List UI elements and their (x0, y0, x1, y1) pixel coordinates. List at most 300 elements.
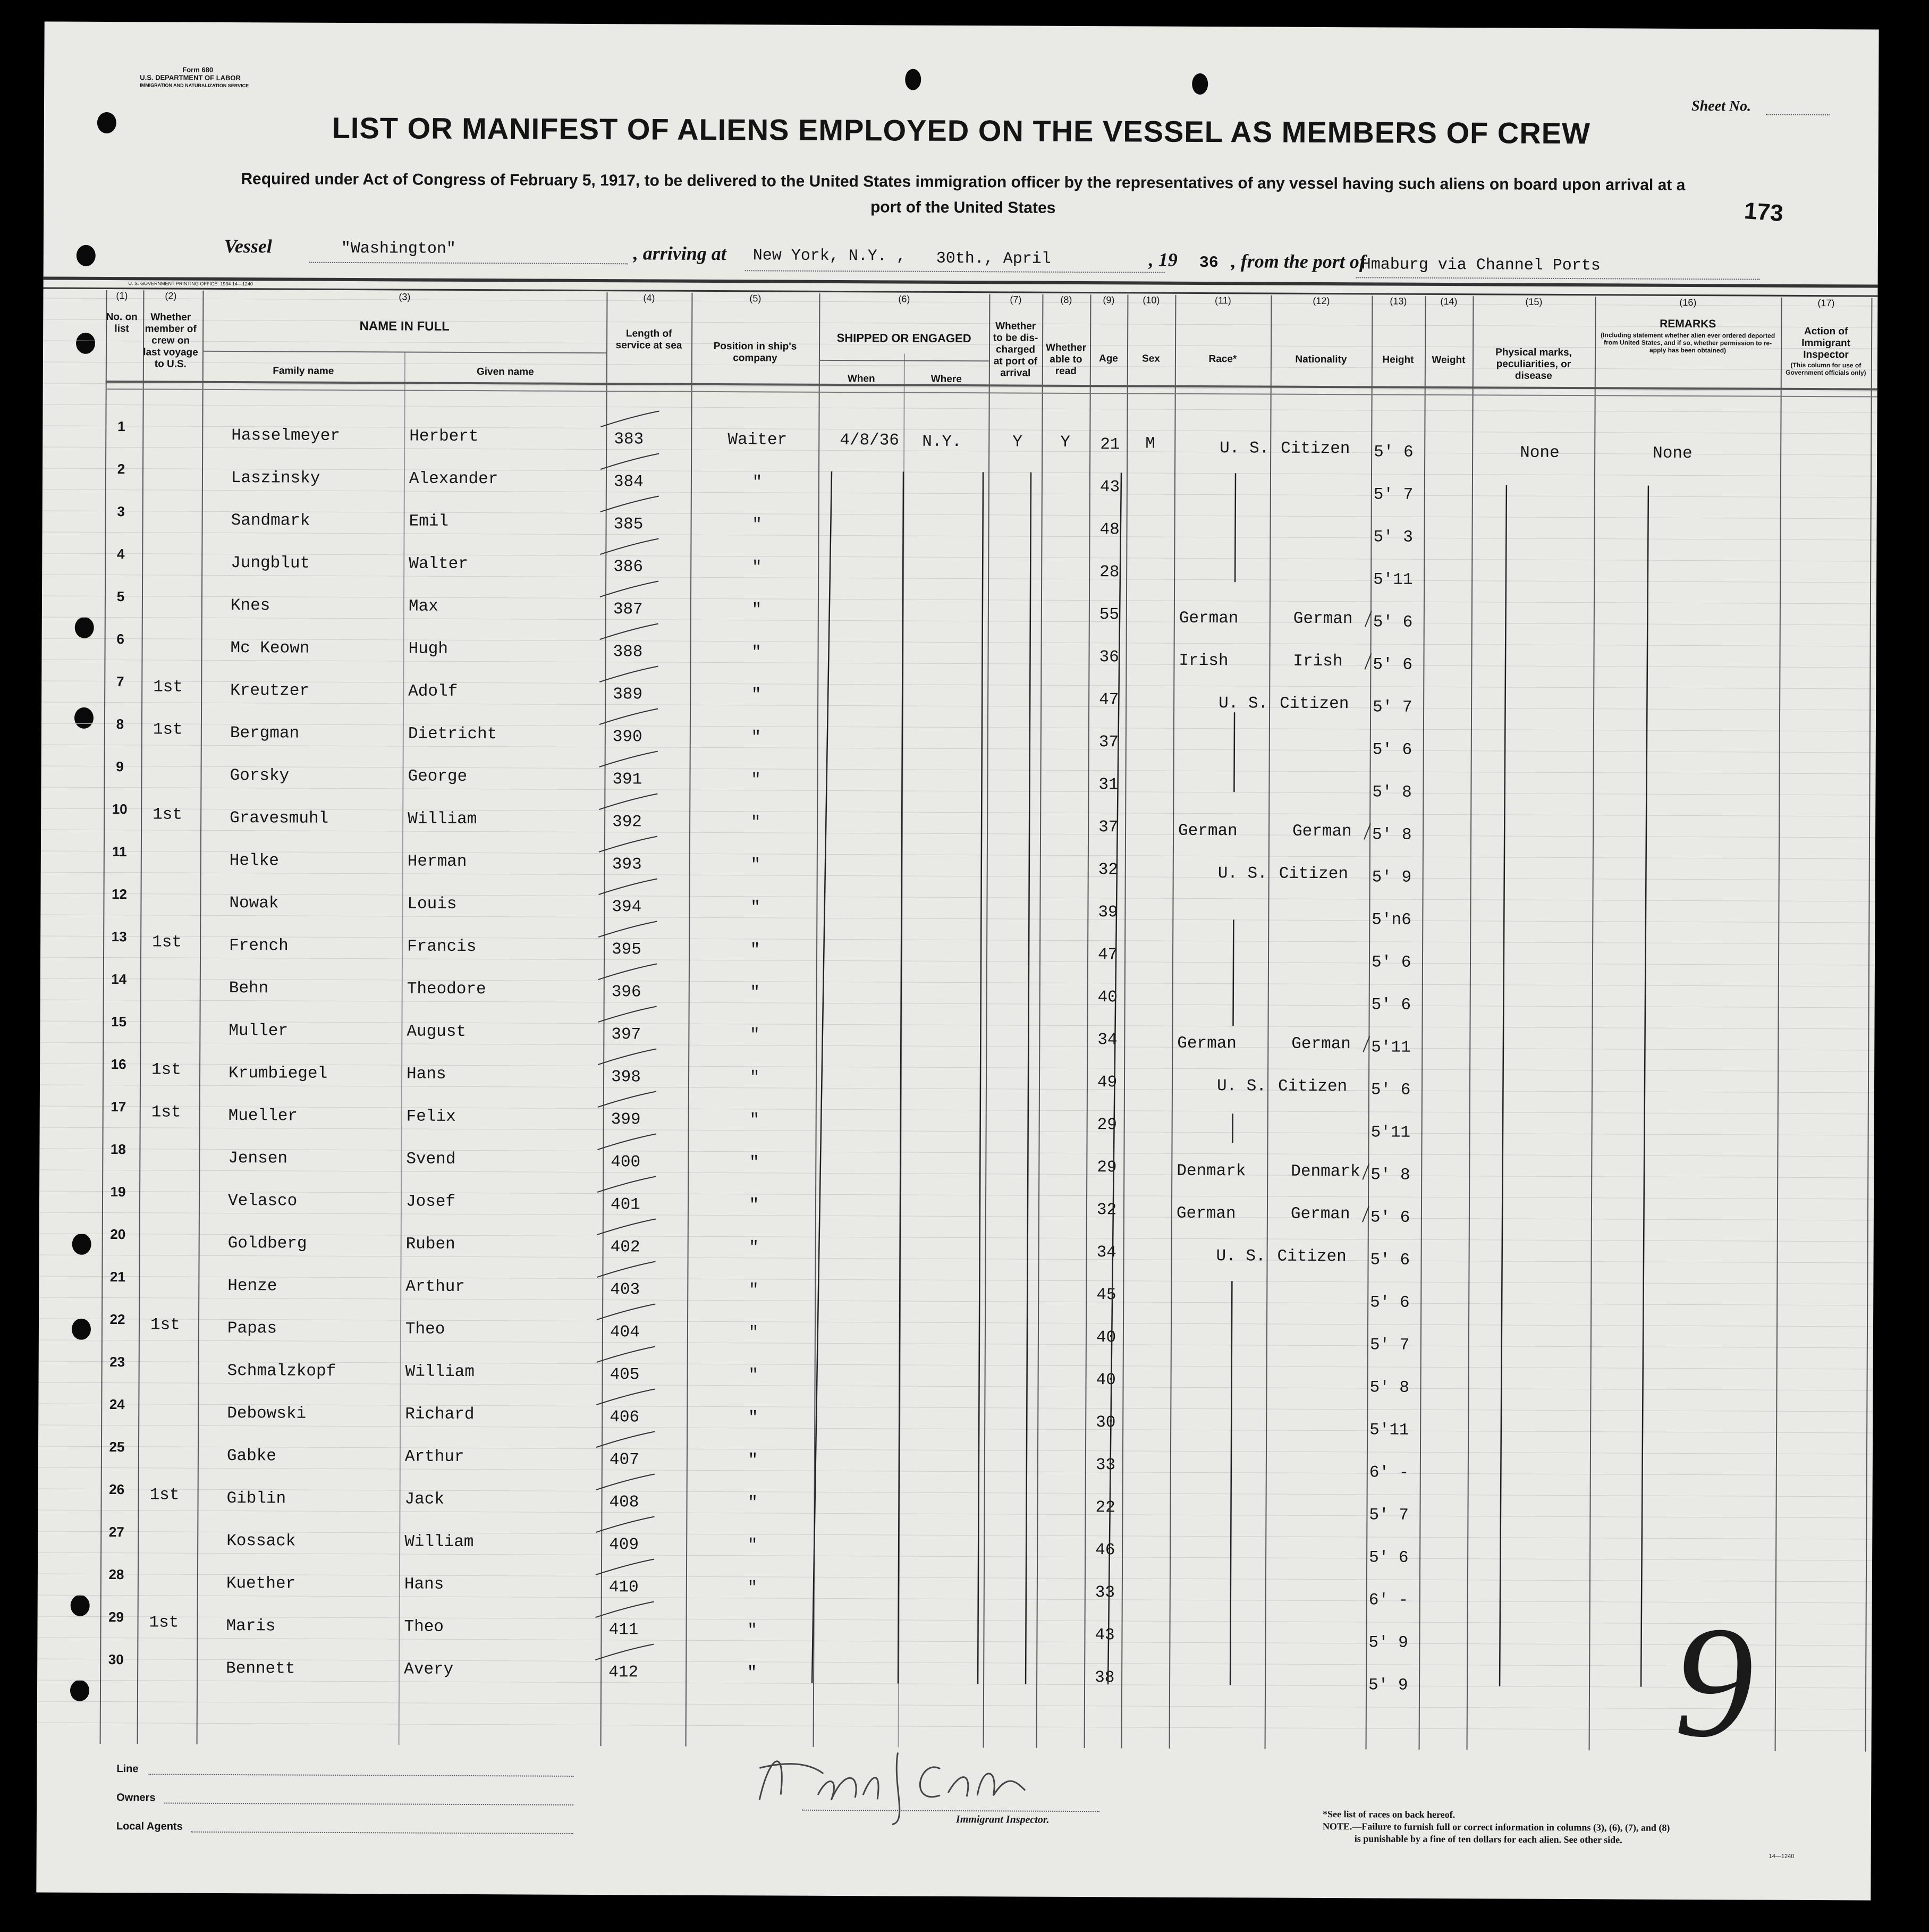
hdr-remarks-sub: (Including statement whether alien ever ordered deported from United States, and if so, whether permission to re-apply has been obtained) (1601, 331, 1775, 355)
cell-service: 407 (609, 1450, 639, 1470)
cell-nat: Irish (1293, 652, 1343, 671)
cell-height: 5' 6 (1374, 443, 1414, 462)
cell-no: 15 (111, 1014, 127, 1030)
tally-mark (596, 1601, 654, 1617)
cell-height: 5' 8 (1372, 825, 1412, 845)
subtitle-line1: Required under Act of Congress of February 5, 1917, to be delivered to the United States immigration officer by the representatives of any vessel having such aliens on board upon arrival at a (241, 170, 1686, 194)
cell-position: " (748, 1281, 759, 1300)
cell-given: August (407, 1022, 467, 1041)
tally-mark (596, 1389, 655, 1405)
year-suffix: 36 (1199, 254, 1219, 273)
cell-remarks: None (1653, 444, 1693, 463)
arriving-label: , arriving at (633, 242, 726, 265)
hdr-shipped-engaged: SHIPPED OR ENGAGED (836, 331, 971, 345)
cell-given: Theo (404, 1617, 444, 1636)
cell-age: 29 (1097, 1158, 1117, 1177)
tally-mark (599, 708, 658, 724)
check-mark (1363, 1036, 1369, 1052)
tally-mark (597, 1304, 655, 1320)
cell-family: Gravesmuhl (230, 809, 329, 828)
cell-race: U. S. (1220, 439, 1270, 458)
col-num-8: (8) (1060, 294, 1072, 305)
cell-age: 22 (1095, 1498, 1115, 1517)
tally-mark (596, 1516, 654, 1532)
penalty-note: NOTE.—Failure to furnish full or correct information in columns (3), (6), (7), and (8) (1322, 1821, 1670, 1833)
cell-position: " (749, 1153, 759, 1172)
cell-given: Emil (409, 512, 449, 531)
cell-position: " (750, 898, 760, 917)
tally-mark (599, 836, 657, 852)
from-port-label: , from the port of (1231, 250, 1366, 273)
check-mark (1363, 1206, 1369, 1222)
cell-age: 33 (1095, 1583, 1115, 1602)
cell-service: 393 (612, 855, 642, 874)
tally-mark (597, 1219, 656, 1235)
tally-mark (596, 1559, 654, 1575)
tally-mark (600, 538, 658, 554)
cell-service: 395 (612, 940, 641, 959)
tally-mark (596, 1431, 655, 1447)
cell-given: Francis (407, 937, 477, 957)
cell-race: German (1178, 821, 1238, 841)
cell-family: Hasselmeyer (231, 426, 341, 445)
cell-age: 33 (1095, 1456, 1116, 1475)
cell-position: " (752, 473, 763, 492)
cell-age: 49 (1097, 1073, 1118, 1092)
cell-family: Giblin (226, 1489, 286, 1508)
cell-where: N.Y. (922, 432, 962, 452)
cell-height: 5'n6 (1372, 910, 1411, 930)
cell-service: 383 (614, 430, 644, 449)
cell-no: 17 (111, 1099, 126, 1115)
cell-age: 21 (1100, 435, 1120, 454)
year-prefix: , 19 (1148, 249, 1178, 271)
cell-crew: 1st (153, 805, 183, 824)
col-num-17: (17) (1817, 298, 1835, 309)
cell-service: 403 (610, 1280, 640, 1300)
cell-position: " (751, 728, 762, 747)
cell-height: 5' 9 (1368, 1676, 1408, 1695)
cell-family: Sandmark (231, 511, 310, 530)
check-mark (1364, 823, 1370, 839)
cell-crew: 1st (153, 678, 183, 697)
cell-no: 25 (109, 1439, 125, 1455)
cell-service: 389 (613, 685, 643, 704)
col-num-1: (1) (116, 290, 128, 301)
cell-service: 405 (610, 1365, 640, 1385)
cell-age: 45 (1096, 1286, 1116, 1305)
cell-age: 32 (1096, 1201, 1117, 1220)
cell-nat: Citizen (1277, 1077, 1348, 1096)
cell-no: 20 (110, 1226, 126, 1243)
cell-family: Goldberg (227, 1234, 307, 1253)
arrival-port: New York, N.Y. , (752, 247, 906, 266)
cell-age: 36 (1099, 648, 1119, 667)
cell-given: Theodore (407, 980, 486, 999)
department-name: U.S. DEPARTMENT OF LABOR (140, 73, 241, 82)
cell-position: " (747, 1664, 757, 1683)
cell-family: Knes (230, 596, 270, 615)
cell-nat: Citizen (1280, 694, 1349, 714)
cell-race: Irish (1179, 651, 1229, 671)
hdr-nationality: Nationality (1295, 353, 1347, 366)
sheet-number-label: Sheet No. (1691, 98, 1752, 115)
cell-given: Walter (409, 554, 468, 573)
cell-service: 408 (609, 1493, 639, 1512)
form-number: Form 680 (182, 65, 214, 74)
cell-family: Maris (226, 1617, 276, 1636)
cell-service: 390 (612, 728, 642, 747)
cell-height: 5' 8 (1369, 1378, 1410, 1397)
cell-no: 30 (108, 1651, 124, 1668)
cell-position: " (750, 856, 761, 875)
cell-crew: 1st (151, 1103, 181, 1122)
cell-given: Louis (407, 895, 457, 914)
check-mark (1363, 1163, 1369, 1179)
cell-height: 5' 9 (1368, 1633, 1408, 1652)
cell-crew: 1st (149, 1613, 179, 1632)
cell-family: Laszinsky (231, 469, 320, 488)
cell-family: Bennett (226, 1659, 295, 1678)
hdr-where: Where (930, 373, 962, 385)
cell-service: 398 (611, 1068, 641, 1087)
cell-position: " (747, 1579, 758, 1598)
cell-age: 28 (1099, 563, 1120, 582)
hdr-able-read: Whether able to read (1045, 342, 1087, 377)
cell-service: 394 (612, 898, 642, 917)
cell-family: Papas (227, 1319, 277, 1338)
cell-service: 406 (610, 1408, 640, 1427)
cell-family: French (229, 937, 289, 956)
cell-position: " (749, 1026, 760, 1045)
hdr-race: Race* (1208, 353, 1237, 365)
cell-no: 26 (109, 1481, 125, 1498)
cell-given: William (404, 1532, 474, 1552)
cell-height: 5' 8 (1370, 1166, 1410, 1185)
cell-given: William (408, 809, 477, 829)
tally-mark (599, 879, 657, 895)
cell-no: 19 (110, 1184, 126, 1200)
manifest-sheet (36, 21, 1879, 1900)
col-num-2: (2) (165, 290, 177, 301)
cell-no: 18 (110, 1141, 126, 1158)
cell-position: " (750, 983, 760, 1002)
cell-height: 5'11 (1371, 1038, 1411, 1057)
tally-mark (597, 1176, 656, 1192)
cell-age: 47 (1097, 946, 1118, 965)
cell-service: 412 (608, 1663, 639, 1682)
cell-family: Bergman (230, 724, 300, 743)
cell-age: 37 (1098, 818, 1119, 837)
cell-service: 404 (610, 1323, 640, 1342)
cell-position: " (749, 1068, 760, 1087)
cell-no: 6 (116, 631, 124, 647)
cell-crew: 1st (150, 1315, 180, 1335)
cell-given: Hugh (408, 639, 449, 659)
tally-mark (597, 1346, 655, 1362)
cell-no: 4 (117, 546, 125, 562)
cell-disch: Y (1012, 433, 1022, 452)
tally-mark (599, 794, 657, 809)
cell-no: 2 (117, 461, 125, 477)
cell-height: 5' 6 (1371, 995, 1411, 1015)
owners-label: Owners (116, 1792, 156, 1804)
tally-mark (598, 1091, 656, 1107)
col-num-4: (4) (643, 292, 655, 303)
page-title: LIST OR MANIFEST OF ALIENS EMPLOYED ON THE VESSEL AS MEMBERS OF CREW (332, 111, 1591, 150)
cell-family: Kuether (226, 1574, 296, 1593)
hdr-position: Position in ship's company (713, 340, 797, 364)
line-label: Line (116, 1763, 139, 1775)
cell-position: " (748, 1451, 758, 1470)
cell-age: 38 (1095, 1668, 1115, 1688)
cell-race: German (1179, 609, 1239, 628)
cell-height: 5'11 (1369, 1421, 1409, 1440)
cell-no: 24 (109, 1396, 125, 1413)
col-num-14: (14) (1440, 296, 1458, 307)
cell-service: 386 (613, 558, 644, 577)
local-agents-label: Local Agents (116, 1820, 183, 1833)
cell-age: 32 (1098, 860, 1119, 880)
hdr-weight: Weight (1432, 354, 1466, 366)
cell-nat: Citizen (1277, 1247, 1347, 1267)
cell-age: 40 (1097, 988, 1118, 1007)
cell-height: 5' 6 (1371, 953, 1411, 972)
tally-mark (600, 496, 659, 512)
cell-service: 392 (612, 813, 642, 832)
cell-service: 387 (613, 600, 643, 619)
races-note: *See list of races on back hereof. (1322, 1809, 1456, 1820)
hdr-when: When (847, 373, 875, 385)
hdr-age: Age (1098, 353, 1118, 365)
col-num-12: (12) (1313, 295, 1330, 307)
cell-position: " (747, 1536, 758, 1555)
cell-given: George (408, 767, 468, 786)
cell-height: 5' 6 (1373, 655, 1412, 674)
cell-service: 385 (613, 515, 644, 534)
cell-height: 5' 3 (1373, 528, 1413, 547)
cell-age: 40 (1096, 1328, 1116, 1347)
cell-no: 21 (109, 1269, 125, 1285)
cell-given: Jack (404, 1490, 445, 1509)
cell-position: " (751, 686, 762, 705)
check-mark (1365, 653, 1371, 669)
cell-given: Arthur (404, 1447, 464, 1466)
cell-no: 9 (116, 758, 124, 775)
cell-age: 47 (1099, 690, 1119, 710)
cell-no: 7 (116, 673, 124, 690)
check-mark (1365, 611, 1372, 627)
cell-nat: Citizen (1281, 439, 1350, 459)
cell-nat: German (1290, 1204, 1350, 1224)
cell-service: 396 (611, 983, 641, 1002)
col-num-16: (16) (1679, 297, 1697, 308)
cell-height: 6' - (1368, 1591, 1409, 1610)
cell-age: 31 (1098, 775, 1119, 795)
cell-position: " (750, 813, 761, 832)
cell-position: " (749, 1238, 759, 1258)
cell-no: 16 (111, 1056, 126, 1073)
cell-family: Helke (229, 851, 279, 871)
cell-nat: Denmark (1291, 1162, 1360, 1182)
service-name: IMMIGRATION AND NATURALIZATION SERVICE (140, 82, 249, 89)
col-num-10: (10) (1143, 294, 1160, 306)
cell-service: 401 (610, 1195, 640, 1214)
cell-no: 10 (112, 801, 128, 817)
cell-no: 3 (117, 503, 125, 520)
cell-age: 40 (1096, 1371, 1116, 1390)
cell-age: 39 (1098, 903, 1118, 922)
hdr-family-name: Family name (273, 365, 334, 377)
cell-race: Denmark (1177, 1161, 1246, 1181)
tally-mark (600, 411, 659, 427)
cell-no: 8 (116, 716, 124, 732)
cell-no: 28 (108, 1566, 124, 1583)
col-num-15: (15) (1525, 296, 1543, 307)
cell-service: 388 (613, 643, 643, 662)
cell-given: Adolf (408, 682, 458, 701)
penalty-note-2: is punishable by a fine of ten dollars for each alien. See other side. (1354, 1833, 1622, 1845)
arrival-date: 30th., April (936, 249, 1051, 268)
cell-race: U. S. (1217, 864, 1267, 883)
hdr-remarks: REMARKS (1660, 317, 1716, 331)
vessel-label: Vessel (224, 235, 272, 257)
vessel-name: "Washington" (341, 239, 456, 258)
cell-height: 5' 6 (1370, 1251, 1410, 1270)
tally-mark (599, 751, 658, 767)
tally-mark (600, 453, 659, 469)
cell-no: 11 (112, 843, 127, 860)
cell-height: 5' 6 (1370, 1081, 1411, 1100)
cell-age: 37 (1098, 733, 1119, 752)
cell-height: 5' 7 (1373, 698, 1412, 717)
cell-service: 397 (611, 1025, 641, 1044)
cell-position: " (751, 558, 762, 577)
cell-crew: 1st (149, 1486, 180, 1505)
cell-no: 29 (108, 1609, 124, 1625)
cell-height: 5' 6 (1370, 1293, 1410, 1312)
cell-height: 5' 6 (1373, 613, 1413, 632)
cell-no: 27 (108, 1524, 124, 1540)
cell-given: Hans (406, 1065, 446, 1084)
hdr-length-service: Length of service at sea (615, 328, 682, 351)
cell-age: 29 (1097, 1116, 1117, 1135)
cell-given: Richard (405, 1405, 475, 1424)
cell-position: " (747, 1621, 757, 1640)
cell-service: 384 (613, 473, 644, 492)
cell-nat: Citizen (1279, 864, 1349, 884)
hdr-discharged: Whether to be dis-charged at port of arrival (993, 320, 1038, 379)
cell-family: Schmalzkopf (227, 1362, 336, 1381)
cell-family: Gorsky (230, 766, 290, 786)
tally-mark (597, 1134, 656, 1150)
inspector-label: Immigrant Inspector. (955, 1813, 1050, 1826)
cell-family: Jungblut (231, 554, 310, 573)
cell-given: Hans (404, 1575, 444, 1594)
subtitle-line2: port of the United States (870, 198, 1056, 217)
cell-sex: M (1145, 434, 1155, 453)
cell-height: 5' 7 (1369, 1336, 1410, 1355)
cell-nat: German (1292, 822, 1352, 841)
cell-given: Felix (406, 1107, 456, 1126)
tally-mark (595, 1644, 654, 1660)
cell-position: " (749, 1196, 759, 1215)
tally-mark (598, 964, 657, 980)
cell-height: 5' 6 (1372, 740, 1412, 760)
cell-nat: German (1293, 609, 1353, 629)
cell-position: " (748, 1366, 758, 1385)
cell-position: " (750, 941, 760, 960)
col-num-7: (7) (1010, 294, 1022, 305)
stamp-number: 173 (1743, 197, 1784, 227)
cell-given: Alexander (409, 469, 498, 489)
cell-height: 5'11 (1373, 570, 1413, 589)
cell-position: " (751, 601, 762, 620)
cell-given: Svend (406, 1150, 456, 1169)
cell-family: Behn (229, 979, 269, 998)
hdr-action-inspector: Action of Immigrant Inspector (1801, 325, 1851, 361)
hdr-crew-last-voyage: Whether member of crew on last voyage to U.S. (143, 311, 198, 370)
hdr-physical-marks: Physical marks, peculiarities, or disease (1495, 347, 1572, 382)
cell-position: " (748, 1494, 758, 1513)
hdr-no-on-list: No. on list (106, 311, 138, 335)
cell-position: " (751, 771, 761, 790)
col-num-9: (9) (1103, 294, 1115, 306)
tally-mark (600, 623, 658, 639)
cell-service: 402 (610, 1238, 640, 1257)
cell-no: 14 (111, 971, 127, 988)
cell-when: 4/8/36 (840, 431, 899, 450)
cell-family: Krumbiegel (228, 1064, 328, 1083)
cell-family: Mueller (228, 1107, 298, 1126)
cell-position: " (752, 516, 762, 535)
tally-mark (597, 1261, 655, 1277)
cell-service: 410 (608, 1578, 639, 1597)
cell-race: U. S. (1216, 1077, 1267, 1096)
cell-no: 5 (116, 588, 125, 605)
cell-service: 391 (612, 770, 642, 789)
cell-given: Josef (405, 1192, 456, 1211)
cell-family: Jensen (228, 1149, 288, 1168)
cell-given: Theo (405, 1320, 445, 1339)
cell-race: U. S. (1216, 1247, 1266, 1266)
cell-no: 12 (112, 886, 128, 902)
cell-crew: 1st (152, 933, 182, 952)
cell-height: 6' - (1369, 1463, 1409, 1482)
cell-crew: 1st (153, 720, 183, 739)
cell-family: Kossack (226, 1532, 296, 1551)
tally-mark (596, 1474, 655, 1490)
cell-service: 400 (611, 1153, 641, 1172)
cell-height: 5' 6 (1370, 1208, 1410, 1227)
tally-mark (598, 1006, 656, 1022)
cell-height: 5' 7 (1369, 1506, 1409, 1525)
cell-position: " (751, 643, 762, 662)
cell-position: " (748, 1323, 759, 1343)
col-num-5: (5) (749, 293, 762, 304)
form-code: 14—1240 (1769, 1853, 1795, 1860)
hdr-sex: Sex (1141, 353, 1160, 365)
cell-position: " (748, 1408, 758, 1428)
cell-no: 13 (111, 929, 127, 945)
hdr-given-name: Given name (476, 366, 534, 378)
cell-race: German (1176, 1204, 1236, 1224)
cell-given: Ruben (405, 1235, 455, 1254)
cell-height: 5' 6 (1369, 1548, 1409, 1567)
cell-family: Kreutzer (230, 681, 310, 701)
cell-service: 409 (609, 1536, 639, 1555)
hdr-height: Height (1382, 354, 1414, 366)
